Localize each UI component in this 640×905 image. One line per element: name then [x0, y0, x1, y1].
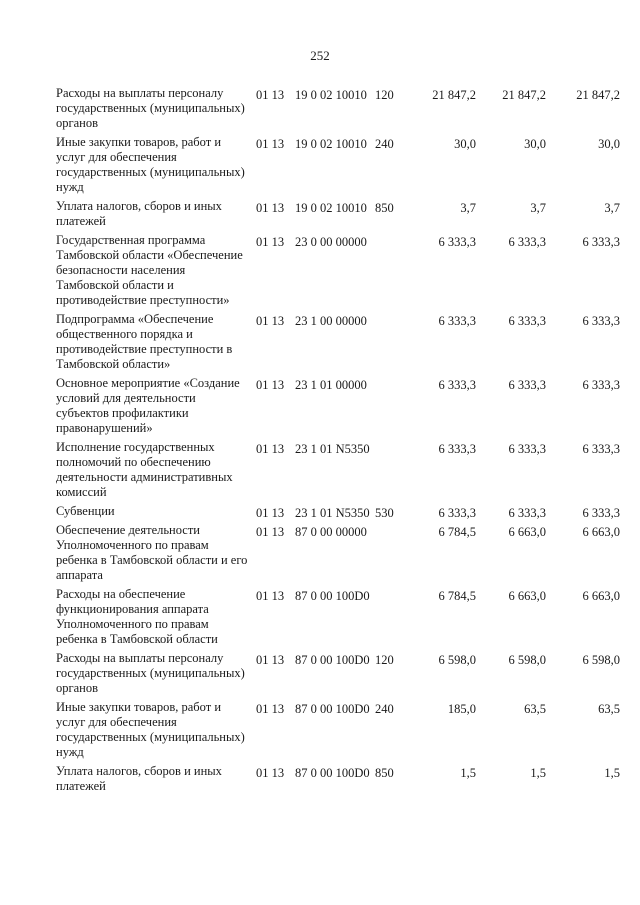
amount-col-2: 3,7 — [530, 201, 546, 215]
expense-name: Государственная программа Тамбовской области «Обеспечение безопасности населения Тамбовской области и противодействие преступности» — [56, 233, 243, 307]
amount-col-2: 6 333,3 — [508, 235, 546, 249]
expense-name: Расходы на выплаты персоналу государственных (муниципальных) органов — [56, 651, 245, 695]
expense-name: Иные закупки товаров, работ и услуг для обеспечения государственных (муниципальных) нужд — [56, 135, 245, 194]
section-code: 01 13 — [256, 653, 285, 667]
table-row — [56, 199, 626, 229]
amount-col-1: 1,5 — [460, 766, 476, 780]
expense-type-code: 530 — [375, 506, 394, 520]
expense-type-code: 120 — [375, 88, 394, 102]
section-code: 01 13 — [256, 314, 285, 328]
amount-col-2: 6 663,0 — [508, 589, 546, 603]
amount-col-1: 6 333,3 — [438, 442, 476, 456]
section-code: 01 13 — [256, 702, 285, 716]
amount-col-1: 6 333,3 — [438, 314, 476, 328]
section-code: 01 13 — [256, 766, 285, 780]
table-row — [56, 700, 626, 760]
section-code: 01 13 — [256, 525, 285, 539]
expense-name: Подпрограмма «Обеспечение общественного порядка и противодействие преступности в Тамбовской области» — [56, 312, 233, 371]
amount-col-3: 6 333,3 — [582, 442, 620, 456]
table-row — [56, 233, 626, 308]
amount-col-2: 6 333,3 — [508, 378, 546, 392]
table-row — [56, 651, 626, 696]
table-row — [56, 504, 626, 519]
expense-type-code: 120 — [375, 653, 394, 667]
target-article-code: 23 1 01 00000 — [295, 378, 367, 392]
amount-col-2: 6 663,0 — [508, 525, 546, 539]
table-row — [56, 312, 626, 372]
amount-col-2: 21 847,2 — [502, 88, 546, 102]
expense-name: Субвенции — [56, 504, 115, 518]
expense-type-code: 240 — [375, 702, 394, 716]
target-article-code: 23 1 01 N5350 — [295, 442, 370, 456]
table-row — [56, 523, 626, 583]
amount-col-3: 6 663,0 — [582, 589, 620, 603]
amount-col-3: 21 847,2 — [576, 88, 620, 102]
target-article-code: 19 0 02 10010 — [295, 88, 367, 102]
amount-col-1: 6 598,0 — [438, 653, 476, 667]
expense-name: Расходы на выплаты персоналу государственных (муниципальных) органов — [56, 86, 245, 130]
table-row — [56, 135, 626, 195]
amount-col-3: 3,7 — [604, 201, 620, 215]
expense-name: Обеспечение деятельности Уполномоченного по правам ребенка в Тамбовской области и его аппарата — [56, 523, 248, 582]
target-article-code: 87 0 00 100D0 — [295, 653, 370, 667]
amount-col-2: 6 333,3 — [508, 314, 546, 328]
expense-name: Расходы на обеспечение функционирования аппарата Уполномоченного по правам ребенка в Тамбовской области — [56, 587, 218, 646]
section-code: 01 13 — [256, 589, 285, 603]
section-code: 01 13 — [256, 88, 285, 102]
amount-col-1: 185,0 — [447, 702, 476, 716]
section-code: 01 13 — [256, 378, 285, 392]
expense-name: Основное мероприятие «Создание условий для деятельности субъектов профилактики правонарушений» — [56, 376, 240, 435]
expense-name: Иные закупки товаров, работ и услуг для обеспечения государственных (муниципальных) нужд — [56, 700, 245, 759]
amount-col-3: 6 333,3 — [582, 378, 620, 392]
section-code: 01 13 — [256, 201, 285, 215]
expense-type-code: 850 — [375, 201, 394, 215]
page-number: 252 — [310, 48, 330, 63]
target-article-code: 87 0 00 100D0 — [295, 702, 370, 716]
amount-col-1: 6 333,3 — [438, 235, 476, 249]
table-row — [56, 587, 626, 647]
amount-col-1: 6 784,5 — [438, 589, 476, 603]
amount-col-3: 6 333,3 — [582, 314, 620, 328]
amount-col-2: 1,5 — [530, 766, 546, 780]
amount-col-1: 6 333,3 — [438, 506, 476, 520]
target-article-code: 87 0 00 00000 — [295, 525, 367, 539]
amount-col-1: 6 333,3 — [438, 378, 476, 392]
table-row — [56, 86, 626, 131]
amount-col-2: 6 333,3 — [508, 506, 546, 520]
amount-col-3: 6 333,3 — [582, 506, 620, 520]
amount-col-3: 6 333,3 — [582, 235, 620, 249]
section-code: 01 13 — [256, 442, 285, 456]
table-row — [56, 440, 626, 500]
amount-col-2: 30,0 — [524, 137, 546, 151]
amount-col-1: 6 784,5 — [438, 525, 476, 539]
target-article-code: 19 0 02 10010 — [295, 137, 367, 151]
amount-col-3: 6 598,0 — [582, 653, 620, 667]
expense-type-code: 850 — [375, 766, 394, 780]
amount-col-3: 63,5 — [598, 702, 620, 716]
amount-col-3: 6 663,0 — [582, 525, 620, 539]
amount-col-3: 1,5 — [604, 766, 620, 780]
expense-name: Уплата налогов, сборов и иных платежей — [56, 764, 222, 793]
target-article-code: 87 0 00 100D0 — [295, 589, 370, 603]
table-row — [56, 376, 626, 436]
expense-name: Уплата налогов, сборов и иных платежей — [56, 199, 222, 228]
amount-col-1: 30,0 — [454, 137, 476, 151]
amount-col-2: 6 333,3 — [508, 442, 546, 456]
amount-col-2: 63,5 — [524, 702, 546, 716]
amount-col-2: 6 598,0 — [508, 653, 546, 667]
amount-col-3: 30,0 — [598, 137, 620, 151]
amount-col-1: 3,7 — [460, 201, 476, 215]
section-code: 01 13 — [256, 235, 285, 249]
section-code: 01 13 — [256, 137, 285, 151]
target-article-code: 23 1 01 N5350 — [295, 506, 370, 520]
budget-table — [56, 86, 626, 798]
expense-name: Исполнение государственных полномочий по обеспечению деятельности административных комиссий — [56, 440, 233, 499]
target-article-code: 23 0 00 00000 — [295, 235, 367, 249]
expense-type-code: 240 — [375, 137, 394, 151]
target-article-code: 87 0 00 100D0 — [295, 766, 370, 780]
section-code: 01 13 — [256, 506, 285, 520]
table-row — [56, 764, 626, 794]
target-article-code: 23 1 00 00000 — [295, 314, 367, 328]
amount-col-1: 21 847,2 — [432, 88, 476, 102]
target-article-code: 19 0 02 10010 — [295, 201, 367, 215]
